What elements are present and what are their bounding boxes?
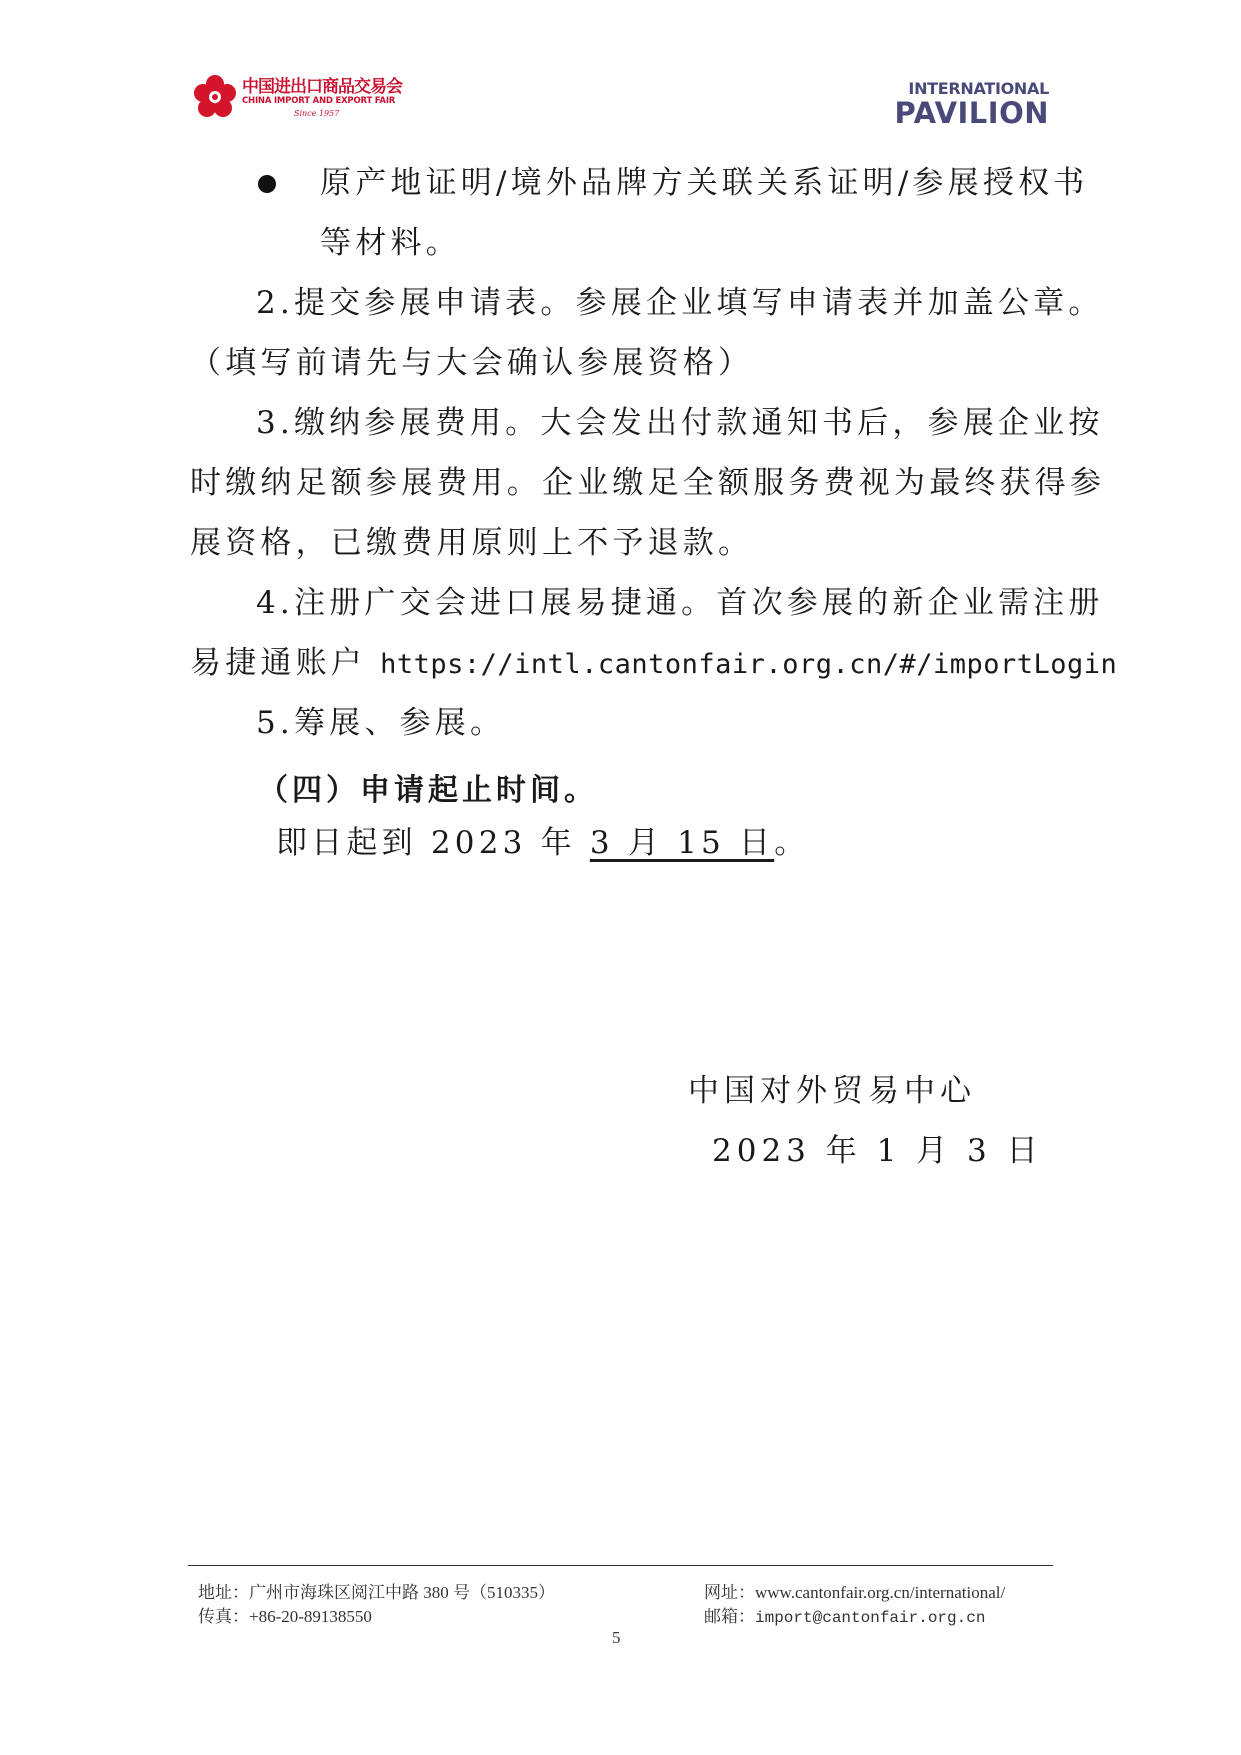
logo-since: Since 1957: [294, 109, 340, 118]
item3-line-1: 3.缴纳参展费用。大会发出付款通知书后，参展企业按: [256, 405, 1104, 441]
deadline-suffix: 。: [774, 825, 810, 861]
item4-line-2: [190, 645, 1118, 683]
item4-account-label: 易捷通账户: [190, 645, 366, 681]
canton-fair-logo: [192, 70, 402, 128]
footer-email-label: 邮箱：: [704, 1607, 755, 1626]
deadline-prefix: 即日起到 2023 年: [276, 825, 590, 861]
international-pavilion-logo: [895, 80, 1050, 128]
item5-line: 5.筹展、参展。: [256, 705, 506, 741]
item3-line-2: 时缴纳足额参展费用。企业缴足全额服务费视为最终获得参: [190, 465, 1106, 501]
bullet-text-line-1: 原产地证明/境外品牌方关联关系证明/参展授权书: [320, 165, 1089, 201]
bullet-text-line-2: 等材料。: [320, 225, 461, 261]
signature-org: 中国对外贸易中心: [688, 1073, 976, 1109]
page-number: 5: [612, 1628, 621, 1647]
item4-line-1: 4.注册广交会进口展易捷通。首次参展的新企业需注册: [256, 585, 1104, 621]
deadline-line: [276, 825, 1146, 861]
bullet-dot: [258, 175, 276, 193]
footer-divider: [188, 1565, 1053, 1566]
logo-line-pavilion: PAVILION: [894, 96, 1049, 130]
item2-line-1: 2.提交参展申请表。参展企业填写申请表并加盖公章。: [256, 285, 1104, 321]
footer-fax: 传真：+86-20-89138550: [198, 1607, 372, 1626]
item2-line-2: （填写前请先与大会确认参展资格）: [190, 345, 754, 381]
footer-email-address[interactable]: import@cantonfair.org.cn: [755, 1609, 986, 1627]
logo-english-name: CHINA IMPORT AND EXPORT FAIR: [242, 96, 396, 106]
logo-chinese-name: 中国进出口商品交易会: [242, 77, 402, 97]
footer-website[interactable]: 网址：www.cantonfair.org.cn/international/: [704, 1583, 1006, 1602]
signature-date: 2023 年 1 月 3 日: [712, 1133, 1043, 1169]
footer-address: 地址：广州市海珠区阅江中路 380 号（510335）: [198, 1583, 555, 1602]
deadline-date: 3 月 15 日: [589, 825, 775, 861]
kapok-flower-icon: [192, 74, 238, 120]
logo-line-international: INTERNATIONAL: [908, 79, 1049, 98]
section-heading: （四）申请起止时间。: [258, 773, 598, 808]
import-login-link[interactable]: https://intl.cantonfair.org.cn/#/importLogin: [380, 649, 1118, 680]
item3-line-3: 展资格，已缴费用原则上不予退款。: [190, 525, 754, 561]
footer-email: [704, 1602, 985, 1627]
